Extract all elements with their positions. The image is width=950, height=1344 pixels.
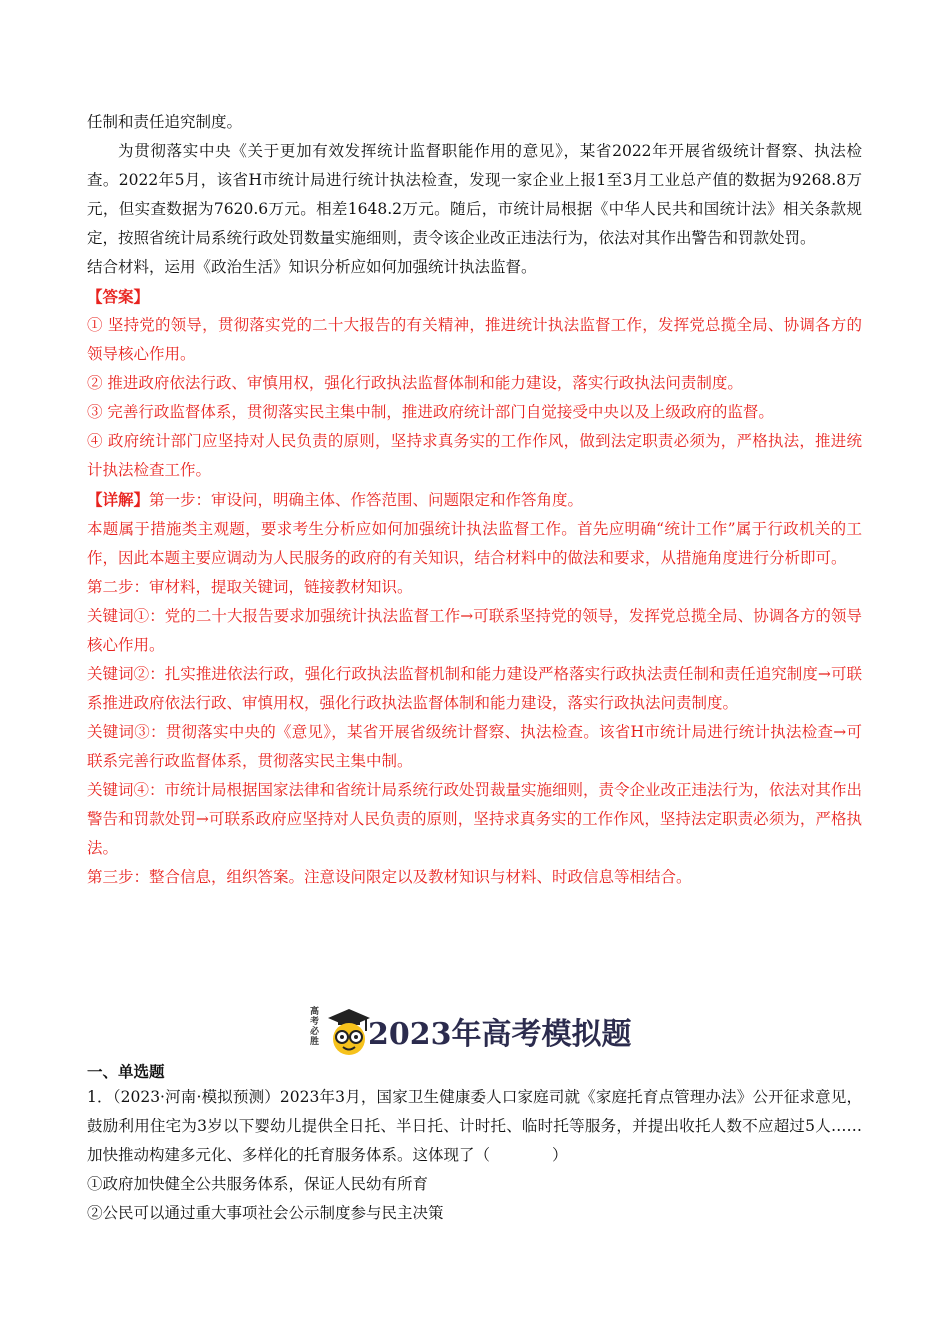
- keyword-4: 关键词④：市统计局根据国家法律和省统计局系统行政处罚裁量实施细则，责令企业改正违法行为，依法对其作出警告和罚款处罚→可联系政府应坚持对人民负责的原则，坚持求真务实的工作作风，坚持法定职责必须为，严格执法。: [87, 781, 863, 857]
- exam-banner: [310, 1003, 650, 1061]
- keyword-1: 关键词①：党的二十大报告要求加强统计执法监督工作→可联系坚持党的领导，发挥党总揽全局、协调各方的领导核心作用。: [87, 607, 862, 654]
- question-1: 1．（2023·河南·模拟预测）2023年3月，国家卫生健康委人口家庭司就《家庭托育点管理办法》公开征求意见，鼓励利用住宅为3岁以下婴幼儿提供全日托、半日托、计时托、临时托等服务，并提出收托人数不应超过5人……加快推动构建多元化、多样化的托育服务体系。这体现了（ ）: [87, 1088, 862, 1164]
- graduate-mascot-icon: [326, 1007, 372, 1057]
- section-heading: 一、单选题: [87, 1063, 165, 1081]
- banner-side-text: 高考必胜: [310, 1007, 320, 1047]
- answer-item-1: ① 坚持党的领导，贯彻落实党的二十大报告的有关精神，推进统计执法监督工作，发挥党总揽全局、协调各方的领导核心作用。: [87, 316, 862, 363]
- document-body: [87, 108, 862, 892]
- answer-item-2: ② 推进政府依法行政、审慎用权，强化行政执法监督体制和能力建设，落实行政执法问责制度。: [87, 374, 743, 392]
- banner-title: 2023年高考模拟题: [368, 1017, 632, 1052]
- keyword-3: 关键词③：贯彻落实中央的《意见》，某省开展省级统计督察、执法检查。该省H市统计局进行统计执法检查→可联系完善行政监督体系，贯彻落实民主集中制。: [87, 723, 862, 770]
- single-choice-section: [87, 1061, 862, 1228]
- detail-step1: [87, 485, 862, 515]
- detail-step3: 第三步：整合信息，组织答案。注意设问限定以及教材知识与材料、时政信息等相结合。: [87, 868, 692, 886]
- answer-tag: 【答案】: [87, 287, 150, 306]
- option-2: ②公民可以通过重大事项社会公示制度参与民主决策: [87, 1204, 444, 1222]
- material-paragraph: 为贯彻落实中央《关于更加有效发挥统计监督职能作用的意见》，某省2022年开展省级统计督察、执法检查。2022年5月，该省H市统计局进行统计执法检查，发现一家企业上报1至3月工业总产值的数据为9268.8万元，但实查数据为7620.6万元。相差1648.2万元。随后，市统计局根据《中华人民共和国统计法》相关条款规定，按照省统计局系统行政处罚数量实施细则，责令该企业改正违法行为，依法对其作出警告和罚款处罚。: [87, 142, 862, 247]
- detail-step1-body: 本题属于措施类主观题，要求考生分析应如何加强统计执法监督工作。首先应明确“统计工作”属于行政机关的工作，因此本题主要应调动为人民服务的政府的有关知识，结合材料中的做法和要求，从措施角度进行分析即可。: [87, 520, 862, 567]
- answer-item-4: ④ 政府统计部门应坚持对人民负责的原则，坚持求真务实的工作作风，做到法定职责必须为，严格执法，推进统计执法检查工作。: [87, 432, 862, 479]
- detail-tag: 【详解】: [87, 490, 150, 509]
- detail-step1-text: 第一步：审设问，明确主体、作答范围、问题限定和作答角度。: [149, 491, 584, 509]
- detail-step2: 第二步：审材料，提取关键词，链接教材知识。: [87, 578, 413, 596]
- question-text: 结合材料，运用《政治生活》知识分析应如何加强统计执法监督。: [87, 258, 537, 276]
- option-1: ①政府加快健全公共服务体系，保证人民幼有所育: [87, 1175, 429, 1193]
- answer-item-3: ③ 完善行政监督体系，贯彻落实民主集中制，推进政府统计部门自觉接受中央以及上级政府的监督。: [87, 403, 774, 421]
- paragraph-continuation: 任制和责任追究制度。: [87, 113, 243, 131]
- keyword-2: 关键词②：扎实推进依法行政，强化行政执法监督机制和能力建设严格落实行政执法责任制和责任追究制度→可联系推进政府依法行政、审慎用权，强化行政执法监督体制和能力建设，落实行政执法问责制度。: [87, 665, 862, 712]
